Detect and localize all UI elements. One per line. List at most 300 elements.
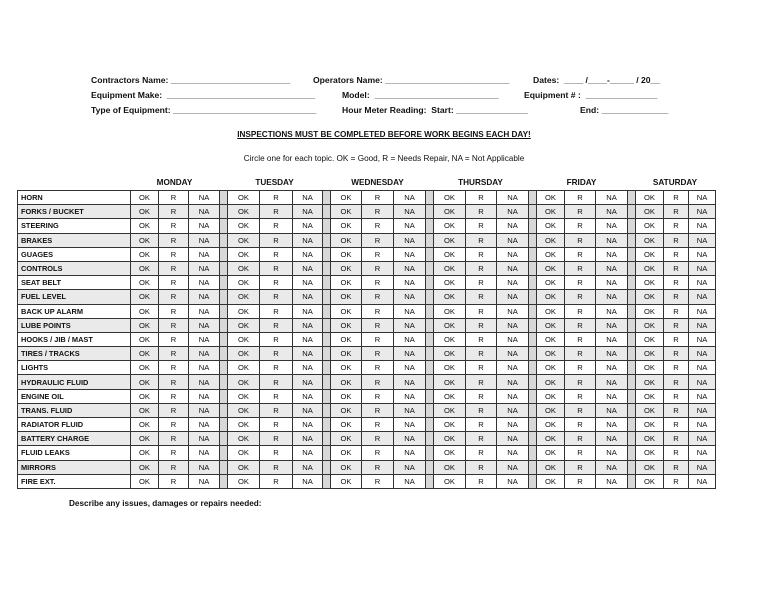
option-r-saturday[interactable]: R <box>664 191 689 205</box>
option-ok-monday[interactable]: OK <box>131 276 159 290</box>
option-na-friday[interactable]: NA <box>596 233 628 247</box>
option-r-wednesday[interactable]: R <box>362 375 394 389</box>
option-na-tuesday[interactable]: NA <box>293 247 323 261</box>
option-r-saturday[interactable]: R <box>664 403 689 417</box>
option-r-thursday[interactable]: R <box>466 460 497 474</box>
option-na-saturday[interactable]: NA <box>689 233 716 247</box>
option-r-friday[interactable]: R <box>565 318 596 332</box>
hour-meter-end-field[interactable]: End: ______________ <box>580 105 669 115</box>
option-na-saturday[interactable]: NA <box>689 460 716 474</box>
option-r-monday[interactable]: R <box>159 191 189 205</box>
option-ok-friday[interactable]: OK <box>537 389 565 403</box>
option-r-monday[interactable]: R <box>159 304 189 318</box>
option-na-tuesday[interactable]: NA <box>293 460 323 474</box>
option-r-wednesday[interactable]: R <box>362 205 394 219</box>
option-r-wednesday[interactable]: R <box>362 389 394 403</box>
option-na-thursday[interactable]: NA <box>497 191 529 205</box>
option-na-tuesday[interactable]: NA <box>293 261 323 275</box>
option-ok-wednesday[interactable]: OK <box>331 375 362 389</box>
option-ok-thursday[interactable]: OK <box>434 318 466 332</box>
option-r-saturday[interactable]: R <box>664 261 689 275</box>
option-ok-saturday[interactable]: OK <box>636 418 664 432</box>
dates-field[interactable]: Dates: ____ /____-_____ / 20__ <box>533 75 661 85</box>
option-r-wednesday[interactable]: R <box>362 418 394 432</box>
option-ok-monday[interactable]: OK <box>131 403 159 417</box>
option-r-friday[interactable]: R <box>565 261 596 275</box>
option-na-monday[interactable]: NA <box>189 361 220 375</box>
option-na-thursday[interactable]: NA <box>497 347 529 361</box>
option-na-thursday[interactable]: NA <box>497 460 529 474</box>
option-na-thursday[interactable]: NA <box>497 247 529 261</box>
option-na-wednesday[interactable]: NA <box>394 247 426 261</box>
option-ok-monday[interactable]: OK <box>131 389 159 403</box>
option-na-wednesday[interactable]: NA <box>394 389 426 403</box>
option-na-wednesday[interactable]: NA <box>394 446 426 460</box>
option-ok-wednesday[interactable]: OK <box>331 205 362 219</box>
option-ok-saturday[interactable]: OK <box>636 474 664 488</box>
option-na-thursday[interactable]: NA <box>497 432 529 446</box>
option-na-friday[interactable]: NA <box>596 347 628 361</box>
option-na-friday[interactable]: NA <box>596 191 628 205</box>
option-ok-monday[interactable]: OK <box>131 290 159 304</box>
option-na-friday[interactable]: NA <box>596 205 628 219</box>
option-r-monday[interactable]: R <box>159 389 189 403</box>
option-r-wednesday[interactable]: R <box>362 361 394 375</box>
option-ok-friday[interactable]: OK <box>537 446 565 460</box>
option-ok-wednesday[interactable]: OK <box>331 347 362 361</box>
option-na-monday[interactable]: NA <box>189 418 220 432</box>
option-na-friday[interactable]: NA <box>596 474 628 488</box>
option-r-tuesday[interactable]: R <box>260 418 293 432</box>
option-r-wednesday[interactable]: R <box>362 332 394 346</box>
option-ok-wednesday[interactable]: OK <box>331 318 362 332</box>
option-r-monday[interactable]: R <box>159 460 189 474</box>
option-na-friday[interactable]: NA <box>596 318 628 332</box>
option-na-wednesday[interactable]: NA <box>394 318 426 332</box>
option-na-wednesday[interactable]: NA <box>394 474 426 488</box>
option-ok-thursday[interactable]: OK <box>434 191 466 205</box>
option-r-wednesday[interactable]: R <box>362 290 394 304</box>
option-ok-monday[interactable]: OK <box>131 247 159 261</box>
option-na-saturday[interactable]: NA <box>689 318 716 332</box>
option-r-thursday[interactable]: R <box>466 347 497 361</box>
equipment-number-field[interactable]: Equipment # : _______________ <box>524 90 658 100</box>
option-r-wednesday[interactable]: R <box>362 219 394 233</box>
option-ok-thursday[interactable]: OK <box>434 389 466 403</box>
option-r-friday[interactable]: R <box>565 418 596 432</box>
option-r-tuesday[interactable]: R <box>260 389 293 403</box>
option-ok-tuesday[interactable]: OK <box>228 219 260 233</box>
option-na-thursday[interactable]: NA <box>497 332 529 346</box>
option-ok-thursday[interactable]: OK <box>434 460 466 474</box>
option-na-saturday[interactable]: NA <box>689 261 716 275</box>
option-ok-wednesday[interactable]: OK <box>331 261 362 275</box>
option-r-tuesday[interactable]: R <box>260 347 293 361</box>
option-r-saturday[interactable]: R <box>664 460 689 474</box>
option-ok-thursday[interactable]: OK <box>434 290 466 304</box>
option-ok-saturday[interactable]: OK <box>636 276 664 290</box>
option-r-saturday[interactable]: R <box>664 389 689 403</box>
option-r-thursday[interactable]: R <box>466 247 497 261</box>
option-ok-monday[interactable]: OK <box>131 347 159 361</box>
option-ok-monday[interactable]: OK <box>131 375 159 389</box>
option-na-friday[interactable]: NA <box>596 247 628 261</box>
option-r-thursday[interactable]: R <box>466 233 497 247</box>
option-na-thursday[interactable]: NA <box>497 474 529 488</box>
option-ok-friday[interactable]: OK <box>537 247 565 261</box>
option-r-saturday[interactable]: R <box>664 446 689 460</box>
option-r-friday[interactable]: R <box>565 205 596 219</box>
option-na-thursday[interactable]: NA <box>497 261 529 275</box>
option-na-monday[interactable]: NA <box>189 403 220 417</box>
option-ok-monday[interactable]: OK <box>131 332 159 346</box>
option-ok-saturday[interactable]: OK <box>636 233 664 247</box>
option-r-saturday[interactable]: R <box>664 432 689 446</box>
option-na-monday[interactable]: NA <box>189 375 220 389</box>
option-na-saturday[interactable]: NA <box>689 403 716 417</box>
option-ok-friday[interactable]: OK <box>537 276 565 290</box>
option-r-tuesday[interactable]: R <box>260 474 293 488</box>
option-ok-monday[interactable]: OK <box>131 432 159 446</box>
option-na-wednesday[interactable]: NA <box>394 375 426 389</box>
option-na-wednesday[interactable]: NA <box>394 276 426 290</box>
option-ok-saturday[interactable]: OK <box>636 460 664 474</box>
option-r-monday[interactable]: R <box>159 276 189 290</box>
option-ok-saturday[interactable]: OK <box>636 332 664 346</box>
option-r-friday[interactable]: R <box>565 432 596 446</box>
option-r-monday[interactable]: R <box>159 403 189 417</box>
option-na-thursday[interactable]: NA <box>497 290 529 304</box>
option-r-monday[interactable]: R <box>159 361 189 375</box>
option-r-thursday[interactable]: R <box>466 332 497 346</box>
option-r-wednesday[interactable]: R <box>362 261 394 275</box>
option-ok-tuesday[interactable]: OK <box>228 403 260 417</box>
option-r-wednesday[interactable]: R <box>362 347 394 361</box>
option-na-tuesday[interactable]: NA <box>293 418 323 432</box>
option-na-saturday[interactable]: NA <box>689 276 716 290</box>
equipment-make-field[interactable]: Equipment Make: _______________________________ <box>91 90 316 100</box>
option-r-thursday[interactable]: R <box>466 219 497 233</box>
operators-name-field[interactable]: Operators Name: __________________________ <box>313 75 510 85</box>
option-ok-thursday[interactable]: OK <box>434 418 466 432</box>
option-na-wednesday[interactable]: NA <box>394 432 426 446</box>
option-r-tuesday[interactable]: R <box>260 375 293 389</box>
option-ok-friday[interactable]: OK <box>537 205 565 219</box>
option-r-monday[interactable]: R <box>159 205 189 219</box>
option-ok-thursday[interactable]: OK <box>434 432 466 446</box>
option-na-monday[interactable]: NA <box>189 460 220 474</box>
option-ok-saturday[interactable]: OK <box>636 304 664 318</box>
option-r-thursday[interactable]: R <box>466 318 497 332</box>
option-na-monday[interactable]: NA <box>189 332 220 346</box>
option-na-thursday[interactable]: NA <box>497 205 529 219</box>
option-r-monday[interactable]: R <box>159 332 189 346</box>
option-ok-saturday[interactable]: OK <box>636 219 664 233</box>
option-r-wednesday[interactable]: R <box>362 403 394 417</box>
option-r-friday[interactable]: R <box>565 389 596 403</box>
option-r-wednesday[interactable]: R <box>362 318 394 332</box>
option-r-tuesday[interactable]: R <box>260 318 293 332</box>
option-na-friday[interactable]: NA <box>596 332 628 346</box>
option-na-tuesday[interactable]: NA <box>293 474 323 488</box>
option-ok-friday[interactable]: OK <box>537 304 565 318</box>
option-na-tuesday[interactable]: NA <box>293 318 323 332</box>
option-r-monday[interactable]: R <box>159 233 189 247</box>
option-ok-friday[interactable]: OK <box>537 233 565 247</box>
option-r-friday[interactable]: R <box>565 347 596 361</box>
option-r-friday[interactable]: R <box>565 375 596 389</box>
option-na-thursday[interactable]: NA <box>497 233 529 247</box>
option-ok-tuesday[interactable]: OK <box>228 332 260 346</box>
option-r-saturday[interactable]: R <box>664 290 689 304</box>
option-r-thursday[interactable]: R <box>466 474 497 488</box>
option-r-saturday[interactable]: R <box>664 205 689 219</box>
option-na-wednesday[interactable]: NA <box>394 332 426 346</box>
option-na-monday[interactable]: NA <box>189 304 220 318</box>
option-na-friday[interactable]: NA <box>596 290 628 304</box>
option-r-friday[interactable]: R <box>565 361 596 375</box>
option-r-wednesday[interactable]: R <box>362 432 394 446</box>
option-r-monday[interactable]: R <box>159 432 189 446</box>
option-na-saturday[interactable]: NA <box>689 304 716 318</box>
option-ok-tuesday[interactable]: OK <box>228 460 260 474</box>
option-na-wednesday[interactable]: NA <box>394 418 426 432</box>
option-na-thursday[interactable]: NA <box>497 304 529 318</box>
option-r-wednesday[interactable]: R <box>362 247 394 261</box>
option-r-tuesday[interactable]: R <box>260 219 293 233</box>
option-ok-friday[interactable]: OK <box>537 318 565 332</box>
option-r-tuesday[interactable]: R <box>260 261 293 275</box>
option-r-thursday[interactable]: R <box>466 375 497 389</box>
option-na-tuesday[interactable]: NA <box>293 432 323 446</box>
option-na-thursday[interactable]: NA <box>497 375 529 389</box>
option-na-monday[interactable]: NA <box>189 290 220 304</box>
option-na-saturday[interactable]: NA <box>689 219 716 233</box>
option-r-monday[interactable]: R <box>159 446 189 460</box>
option-ok-thursday[interactable]: OK <box>434 205 466 219</box>
option-ok-wednesday[interactable]: OK <box>331 233 362 247</box>
option-ok-wednesday[interactable]: OK <box>331 191 362 205</box>
option-r-tuesday[interactable]: R <box>260 460 293 474</box>
option-r-monday[interactable]: R <box>159 418 189 432</box>
option-ok-friday[interactable]: OK <box>537 418 565 432</box>
option-ok-wednesday[interactable]: OK <box>331 460 362 474</box>
option-ok-thursday[interactable]: OK <box>434 347 466 361</box>
option-r-thursday[interactable]: R <box>466 304 497 318</box>
option-na-friday[interactable]: NA <box>596 276 628 290</box>
option-na-tuesday[interactable]: NA <box>293 332 323 346</box>
option-r-tuesday[interactable]: R <box>260 247 293 261</box>
option-na-monday[interactable]: NA <box>189 261 220 275</box>
hour-meter-start-field[interactable]: Hour Meter Reading: Start: _______________ <box>342 105 528 115</box>
option-na-wednesday[interactable]: NA <box>394 219 426 233</box>
option-ok-thursday[interactable]: OK <box>434 276 466 290</box>
option-ok-monday[interactable]: OK <box>131 191 159 205</box>
option-na-monday[interactable]: NA <box>189 474 220 488</box>
option-r-friday[interactable]: R <box>565 247 596 261</box>
option-r-saturday[interactable]: R <box>664 304 689 318</box>
option-na-thursday[interactable]: NA <box>497 219 529 233</box>
option-r-thursday[interactable]: R <box>466 261 497 275</box>
option-ok-thursday[interactable]: OK <box>434 375 466 389</box>
option-na-saturday[interactable]: NA <box>689 191 716 205</box>
option-ok-saturday[interactable]: OK <box>636 318 664 332</box>
option-r-saturday[interactable]: R <box>664 233 689 247</box>
option-na-saturday[interactable]: NA <box>689 474 716 488</box>
model-field[interactable]: Model: __________________________ <box>342 90 499 100</box>
option-r-saturday[interactable]: R <box>664 347 689 361</box>
option-ok-tuesday[interactable]: OK <box>228 318 260 332</box>
option-na-tuesday[interactable]: NA <box>293 403 323 417</box>
option-ok-friday[interactable]: OK <box>537 347 565 361</box>
option-na-tuesday[interactable]: NA <box>293 233 323 247</box>
option-ok-wednesday[interactable]: OK <box>331 474 362 488</box>
option-ok-wednesday[interactable]: OK <box>331 290 362 304</box>
option-ok-tuesday[interactable]: OK <box>228 418 260 432</box>
option-na-tuesday[interactable]: NA <box>293 347 323 361</box>
option-r-tuesday[interactable]: R <box>260 205 293 219</box>
option-ok-saturday[interactable]: OK <box>636 247 664 261</box>
option-r-saturday[interactable]: R <box>664 219 689 233</box>
option-na-thursday[interactable]: NA <box>497 318 529 332</box>
option-na-monday[interactable]: NA <box>189 432 220 446</box>
option-na-saturday[interactable]: NA <box>689 247 716 261</box>
option-ok-saturday[interactable]: OK <box>636 361 664 375</box>
option-na-friday[interactable]: NA <box>596 261 628 275</box>
option-na-friday[interactable]: NA <box>596 375 628 389</box>
option-ok-monday[interactable]: OK <box>131 304 159 318</box>
option-ok-monday[interactable]: OK <box>131 474 159 488</box>
option-ok-saturday[interactable]: OK <box>636 347 664 361</box>
option-r-saturday[interactable]: R <box>664 474 689 488</box>
option-na-monday[interactable]: NA <box>189 205 220 219</box>
option-ok-monday[interactable]: OK <box>131 219 159 233</box>
option-ok-friday[interactable]: OK <box>537 403 565 417</box>
option-r-tuesday[interactable]: R <box>260 304 293 318</box>
option-r-tuesday[interactable]: R <box>260 290 293 304</box>
option-ok-saturday[interactable]: OK <box>636 375 664 389</box>
option-r-monday[interactable]: R <box>159 347 189 361</box>
option-r-saturday[interactable]: R <box>664 318 689 332</box>
option-r-friday[interactable]: R <box>565 332 596 346</box>
option-ok-thursday[interactable]: OK <box>434 361 466 375</box>
option-r-thursday[interactable]: R <box>466 205 497 219</box>
option-na-monday[interactable]: NA <box>189 446 220 460</box>
option-na-tuesday[interactable]: NA <box>293 290 323 304</box>
option-r-tuesday[interactable]: R <box>260 233 293 247</box>
option-r-saturday[interactable]: R <box>664 375 689 389</box>
option-ok-friday[interactable]: OK <box>537 361 565 375</box>
option-ok-monday[interactable]: OK <box>131 361 159 375</box>
option-ok-saturday[interactable]: OK <box>636 205 664 219</box>
option-r-saturday[interactable]: R <box>664 418 689 432</box>
option-na-saturday[interactable]: NA <box>689 332 716 346</box>
option-ok-tuesday[interactable]: OK <box>228 290 260 304</box>
option-ok-thursday[interactable]: OK <box>434 403 466 417</box>
option-na-wednesday[interactable]: NA <box>394 233 426 247</box>
option-r-saturday[interactable]: R <box>664 247 689 261</box>
option-ok-monday[interactable]: OK <box>131 261 159 275</box>
option-ok-saturday[interactable]: OK <box>636 191 664 205</box>
option-na-friday[interactable]: NA <box>596 432 628 446</box>
option-ok-friday[interactable]: OK <box>537 460 565 474</box>
option-r-thursday[interactable]: R <box>466 389 497 403</box>
option-r-tuesday[interactable]: R <box>260 432 293 446</box>
option-na-friday[interactable]: NA <box>596 389 628 403</box>
option-na-monday[interactable]: NA <box>189 233 220 247</box>
option-r-monday[interactable]: R <box>159 474 189 488</box>
option-ok-thursday[interactable]: OK <box>434 332 466 346</box>
option-r-tuesday[interactable]: R <box>260 361 293 375</box>
option-ok-wednesday[interactable]: OK <box>331 304 362 318</box>
option-na-wednesday[interactable]: NA <box>394 261 426 275</box>
option-ok-monday[interactable]: OK <box>131 446 159 460</box>
option-r-friday[interactable]: R <box>565 276 596 290</box>
option-na-wednesday[interactable]: NA <box>394 460 426 474</box>
option-ok-thursday[interactable]: OK <box>434 261 466 275</box>
option-na-saturday[interactable]: NA <box>689 446 716 460</box>
option-ok-tuesday[interactable]: OK <box>228 304 260 318</box>
option-na-wednesday[interactable]: NA <box>394 347 426 361</box>
option-ok-tuesday[interactable]: OK <box>228 276 260 290</box>
option-r-saturday[interactable]: R <box>664 361 689 375</box>
option-ok-wednesday[interactable]: OK <box>331 361 362 375</box>
option-r-thursday[interactable]: R <box>466 418 497 432</box>
option-na-tuesday[interactable]: NA <box>293 276 323 290</box>
option-ok-monday[interactable]: OK <box>131 205 159 219</box>
option-na-wednesday[interactable]: NA <box>394 290 426 304</box>
equipment-type-field[interactable]: Type of Equipment: ______________________________ <box>91 105 317 115</box>
option-ok-saturday[interactable]: OK <box>636 446 664 460</box>
option-ok-friday[interactable]: OK <box>537 375 565 389</box>
option-r-friday[interactable]: R <box>565 304 596 318</box>
option-ok-monday[interactable]: OK <box>131 418 159 432</box>
option-na-friday[interactable]: NA <box>596 418 628 432</box>
option-r-friday[interactable]: R <box>565 233 596 247</box>
option-ok-saturday[interactable]: OK <box>636 403 664 417</box>
option-na-tuesday[interactable]: NA <box>293 205 323 219</box>
option-r-tuesday[interactable]: R <box>260 403 293 417</box>
option-ok-friday[interactable]: OK <box>537 219 565 233</box>
option-na-thursday[interactable]: NA <box>497 418 529 432</box>
option-r-thursday[interactable]: R <box>466 276 497 290</box>
option-r-monday[interactable]: R <box>159 247 189 261</box>
option-na-monday[interactable]: NA <box>189 276 220 290</box>
option-na-friday[interactable]: NA <box>596 446 628 460</box>
option-r-monday[interactable]: R <box>159 375 189 389</box>
option-ok-tuesday[interactable]: OK <box>228 261 260 275</box>
option-ok-monday[interactable]: OK <box>131 318 159 332</box>
option-ok-thursday[interactable]: OK <box>434 219 466 233</box>
option-na-monday[interactable]: NA <box>189 247 220 261</box>
option-na-friday[interactable]: NA <box>596 460 628 474</box>
option-r-monday[interactable]: R <box>159 219 189 233</box>
option-r-thursday[interactable]: R <box>466 446 497 460</box>
option-ok-tuesday[interactable]: OK <box>228 432 260 446</box>
option-na-monday[interactable]: NA <box>189 219 220 233</box>
option-ok-friday[interactable]: OK <box>537 474 565 488</box>
option-r-wednesday[interactable]: R <box>362 460 394 474</box>
option-r-friday[interactable]: R <box>565 460 596 474</box>
option-ok-wednesday[interactable]: OK <box>331 219 362 233</box>
option-ok-friday[interactable]: OK <box>537 290 565 304</box>
option-r-monday[interactable]: R <box>159 261 189 275</box>
option-na-monday[interactable]: NA <box>189 318 220 332</box>
option-na-tuesday[interactable]: NA <box>293 446 323 460</box>
option-ok-thursday[interactable]: OK <box>434 474 466 488</box>
option-ok-saturday[interactable]: OK <box>636 389 664 403</box>
option-r-tuesday[interactable]: R <box>260 332 293 346</box>
